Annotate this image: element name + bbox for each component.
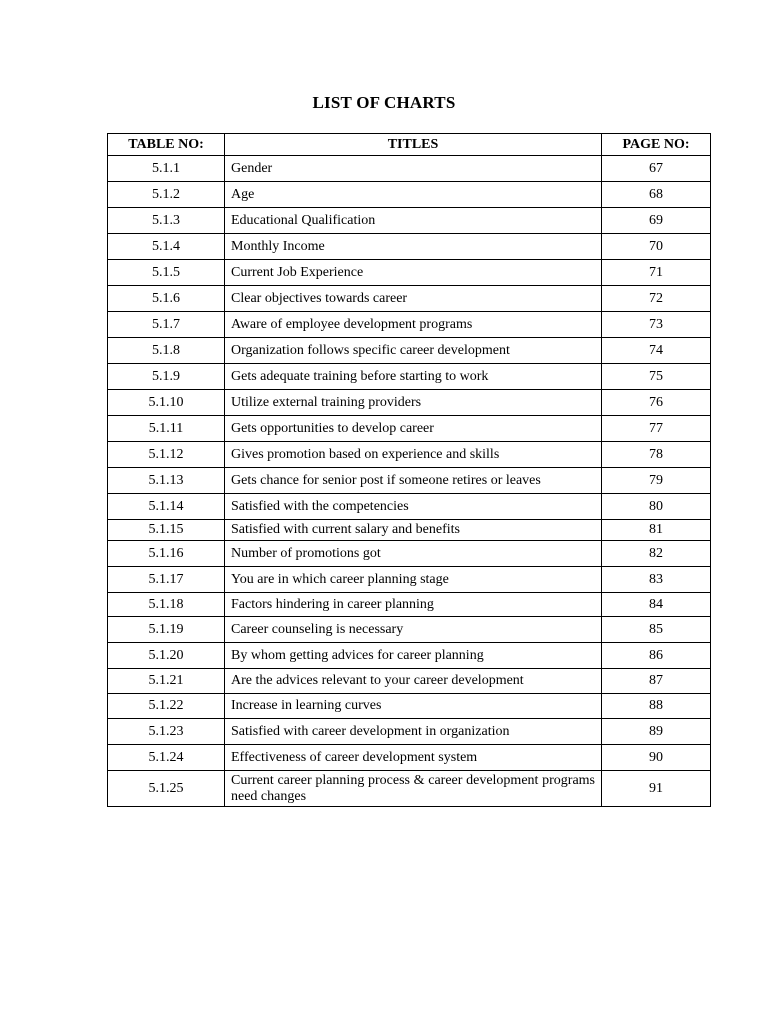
table-row xyxy=(108,442,711,468)
title-cell: Aware of employee development programs xyxy=(225,312,602,338)
title-cell: Factors hindering in career planning xyxy=(225,593,602,617)
table-no-cell: 5.1.7 xyxy=(108,312,225,338)
table-row xyxy=(108,771,711,807)
page-no-cell: 85 xyxy=(602,617,711,643)
title-cell: Age xyxy=(225,182,602,208)
title-cell: By whom getting advices for career planning xyxy=(225,643,602,669)
table-no-cell: 5.1.6 xyxy=(108,286,225,312)
title-cell: Current Job Experience xyxy=(225,260,602,286)
page-no-cell: 70 xyxy=(602,234,711,260)
table-no-cell: 5.1.25 xyxy=(108,771,225,807)
table-no-cell: 5.1.5 xyxy=(108,260,225,286)
table-no-cell: 5.1.12 xyxy=(108,442,225,468)
table-row xyxy=(108,494,711,520)
table-no-cell: 5.1.3 xyxy=(108,208,225,234)
table-row xyxy=(108,719,711,745)
page-no-cell: 69 xyxy=(602,208,711,234)
page-no-cell: 89 xyxy=(602,719,711,745)
table-row xyxy=(108,745,711,771)
table-no-cell: 5.1.13 xyxy=(108,468,225,494)
table-row xyxy=(108,694,711,719)
page-no-cell: 81 xyxy=(602,520,711,541)
page-no-cell: 80 xyxy=(602,494,711,520)
title-cell: Number of promotions got xyxy=(225,541,602,567)
page-no-cell: 82 xyxy=(602,541,711,567)
title-cell: Monthly Income xyxy=(225,234,602,260)
table-no-cell: 5.1.23 xyxy=(108,719,225,745)
page-no-cell: 73 xyxy=(602,312,711,338)
page-no-cell: 90 xyxy=(602,745,711,771)
table-row xyxy=(108,541,711,567)
title-cell: Effectiveness of career development system xyxy=(225,745,602,771)
title-cell: Current career planning process & career development programs need changes xyxy=(225,771,602,807)
table-no-cell: 5.1.2 xyxy=(108,182,225,208)
table-no-cell: 5.1.24 xyxy=(108,745,225,771)
table-row xyxy=(108,312,711,338)
table-no-cell: 5.1.22 xyxy=(108,694,225,719)
page-no-cell: 86 xyxy=(602,643,711,669)
table-row xyxy=(108,643,711,669)
header-page-no: PAGE NO: xyxy=(602,134,711,156)
table-row xyxy=(108,286,711,312)
table-no-cell: 5.1.1 xyxy=(108,156,225,182)
page-no-cell: 74 xyxy=(602,338,711,364)
table-no-cell: 5.1.11 xyxy=(108,416,225,442)
title-cell: Educational Qualification xyxy=(225,208,602,234)
page-no-cell: 77 xyxy=(602,416,711,442)
header-titles: TITLES xyxy=(225,134,602,156)
table-row xyxy=(108,468,711,494)
title-cell: Clear objectives towards career xyxy=(225,286,602,312)
title-cell: Increase in learning curves xyxy=(225,694,602,719)
title-cell: Organization follows specific career development xyxy=(225,338,602,364)
table-row xyxy=(108,390,711,416)
page-no-cell: 79 xyxy=(602,468,711,494)
title-cell: Gets adequate training before starting to work xyxy=(225,364,602,390)
table-no-cell: 5.1.14 xyxy=(108,494,225,520)
table-row xyxy=(108,520,711,541)
title-cell: You are in which career planning stage xyxy=(225,567,602,593)
title-cell: Gender xyxy=(225,156,602,182)
page-no-cell: 68 xyxy=(602,182,711,208)
table-no-cell: 5.1.21 xyxy=(108,669,225,694)
page-title: LIST OF CHARTS xyxy=(312,93,456,112)
table-no-cell: 5.1.20 xyxy=(108,643,225,669)
title-cell: Gets chance for senior post if someone retires or leaves xyxy=(225,468,602,494)
table-body xyxy=(108,156,711,807)
page-no-cell: 71 xyxy=(602,260,711,286)
table-no-cell: 5.1.18 xyxy=(108,593,225,617)
page-no-cell: 84 xyxy=(602,593,711,617)
title-cell: Satisfied with career development in organization xyxy=(225,719,602,745)
table-row xyxy=(108,567,711,593)
header-table-no: TABLE NO: xyxy=(108,134,225,156)
table-no-cell: 5.1.8 xyxy=(108,338,225,364)
page-no-cell: 67 xyxy=(602,156,711,182)
table-no-cell: 5.1.16 xyxy=(108,541,225,567)
page-no-cell: 75 xyxy=(602,364,711,390)
page-no-cell: 91 xyxy=(602,771,711,807)
title-cell: Satisfied with current salary and benefits xyxy=(225,520,602,541)
title-cell: Satisfied with the competencies xyxy=(225,494,602,520)
table-no-cell: 5.1.4 xyxy=(108,234,225,260)
table-no-cell: 5.1.15 xyxy=(108,520,225,541)
table-no-cell: 5.1.17 xyxy=(108,567,225,593)
table-row xyxy=(108,617,711,643)
title-cell: Gets opportunities to develop career xyxy=(225,416,602,442)
page-no-cell: 83 xyxy=(602,567,711,593)
table-row xyxy=(108,669,711,694)
page-no-cell: 78 xyxy=(602,442,711,468)
table-row xyxy=(108,593,711,617)
table-row xyxy=(108,338,711,364)
table-row xyxy=(108,260,711,286)
table-row xyxy=(108,234,711,260)
page-no-cell: 88 xyxy=(602,694,711,719)
table-row xyxy=(108,208,711,234)
table-no-cell: 5.1.19 xyxy=(108,617,225,643)
title-cell: Are the advices relevant to your career development xyxy=(225,669,602,694)
list-of-charts-table xyxy=(107,133,711,807)
table-no-cell: 5.1.10 xyxy=(108,390,225,416)
table-row xyxy=(108,156,711,182)
table-row xyxy=(108,416,711,442)
title-cell: Career counseling is necessary xyxy=(225,617,602,643)
table-header-row xyxy=(108,134,711,156)
page-no-cell: 72 xyxy=(602,286,711,312)
title-cell: Gives promotion based on experience and skills xyxy=(225,442,602,468)
title-cell: Utilize external training providers xyxy=(225,390,602,416)
table-no-cell: 5.1.9 xyxy=(108,364,225,390)
page-no-cell: 87 xyxy=(602,669,711,694)
page-no-cell: 76 xyxy=(602,390,711,416)
table-row xyxy=(108,364,711,390)
table-row xyxy=(108,182,711,208)
